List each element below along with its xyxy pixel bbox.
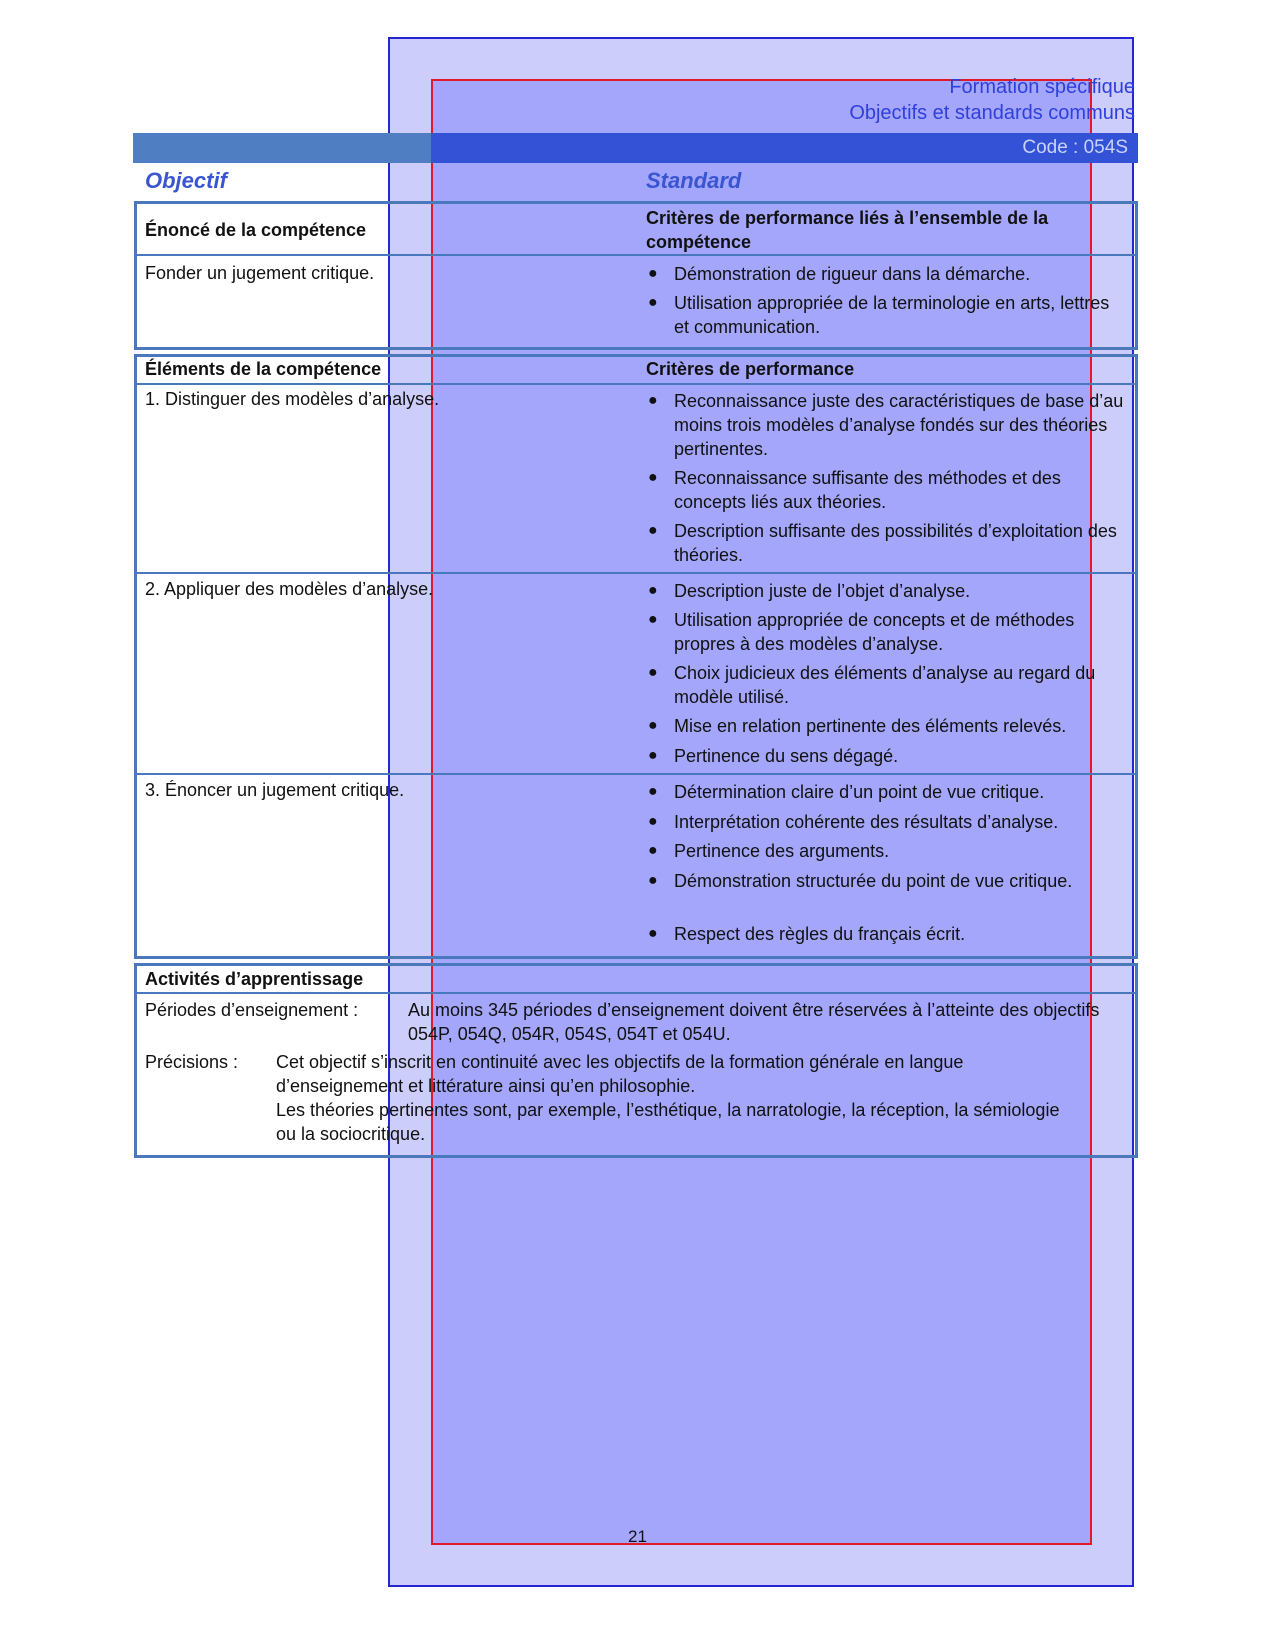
criterion: Choix judicieux des éléments d’analyse au regard du modèle utilisé. [674,663,1096,707]
bullet: ● [648,392,658,409]
criterion: Interprétation cohérente des résultats d’analyse. [674,812,1059,832]
criterion: Mise en relation pertinente des éléments relevés. [674,716,1067,736]
bullet: ● [648,925,658,942]
periodes-text: Au moins 345 périodes d’enseignement doivent être réservées à l’atteinte des objectifs 054P, 054Q, 054R, 054S, 054T et 054U. [408,1000,1100,1044]
bullet: ● [648,664,658,681]
criterion: Reconnaissance suffisante des méthodes et des concepts liés aux théories. [674,468,1061,512]
criterion: Utilisation appropriée de la terminologie en arts, lettres et communication. [674,293,1110,337]
header-formation: Formation spécifique [949,76,1135,98]
criterion: Démonstration structurée du point de vue critique. [674,871,1073,891]
criterion: Pertinence du sens dégagé. [674,746,899,766]
criterion: Démonstration de rigueur dans la démarche. [674,264,1031,284]
bullet: ● [648,582,658,599]
column-standard: Standard [646,168,742,193]
divider [134,572,1138,574]
precisions-label: Précisions : [145,1052,239,1072]
divider [134,773,1138,775]
divider [134,383,1138,385]
element-item-1: 1. Distinguer des modèles d’analyse. [145,389,440,409]
divider [134,992,1138,994]
precisions-text-1: Cet objectif s’inscrit en continuité avec les objectifs de la formation générale en langue d’enseignement et littérature ainsi qu’en philosophie. [276,1052,964,1096]
elements-criteria-heading: Critères de performance [646,359,855,379]
element-item-2: 2. Appliquer des modèles d’analyse. [145,579,434,599]
criterion: Détermination claire d’un point de vue critique. [674,782,1045,802]
enonce-text: Fonder un jugement critique. [145,263,375,283]
precisions-text-2: Les théories pertinentes sont, par exemple, l’esthétique, la narratologie, la réception, la sémiologie ou la sociocritique. [276,1100,1060,1144]
bullet: ● [648,717,658,734]
criterion: Respect des règles du français écrit. [674,924,966,944]
element-item-3: 3. Énoncer un jugement critique. [145,780,405,800]
divider [134,254,1138,256]
enonce-heading: Énoncé de la compétence [145,220,367,240]
header-objectifs: Objectifs et standards communs [849,102,1135,124]
bullet: ● [648,294,658,311]
bullet: ● [648,872,658,889]
page-number: 21 [628,1527,647,1546]
criterion: Description suffisante des possibilités d’exploitation des théories. [674,521,1117,565]
bullet: ● [648,747,658,764]
code-label: Code : 054S [1022,137,1128,158]
criterion: Utilisation appropriée de concepts et de méthodes propres à des modèles d’analyse. [674,610,1075,654]
bullet: ● [648,469,658,486]
bullet: ● [648,611,658,628]
bullet: ● [648,842,658,859]
bullet: ● [648,783,658,800]
bullet: ● [648,813,658,830]
elements-heading: Éléments de la compétence [145,359,382,379]
bullet: ● [648,265,658,282]
periodes-label: Périodes d’enseignement : [145,1000,359,1020]
criterion: Pertinence des arguments. [674,841,890,861]
activites-heading: Activités d’apprentissage [145,969,364,989]
criterion: Description juste de l’objet d’analyse. [674,581,971,601]
criterion: Reconnaissance juste des caractéristiques de base d’au moins trois modèles d’analyse fondés sur des théories pertinentes. [674,391,1124,459]
column-objectif: Objectif [145,168,227,193]
enonce-criteria-heading: Critères de performance liés à l’ensemble de la compétence [646,208,1049,252]
bullet: ● [648,522,658,539]
